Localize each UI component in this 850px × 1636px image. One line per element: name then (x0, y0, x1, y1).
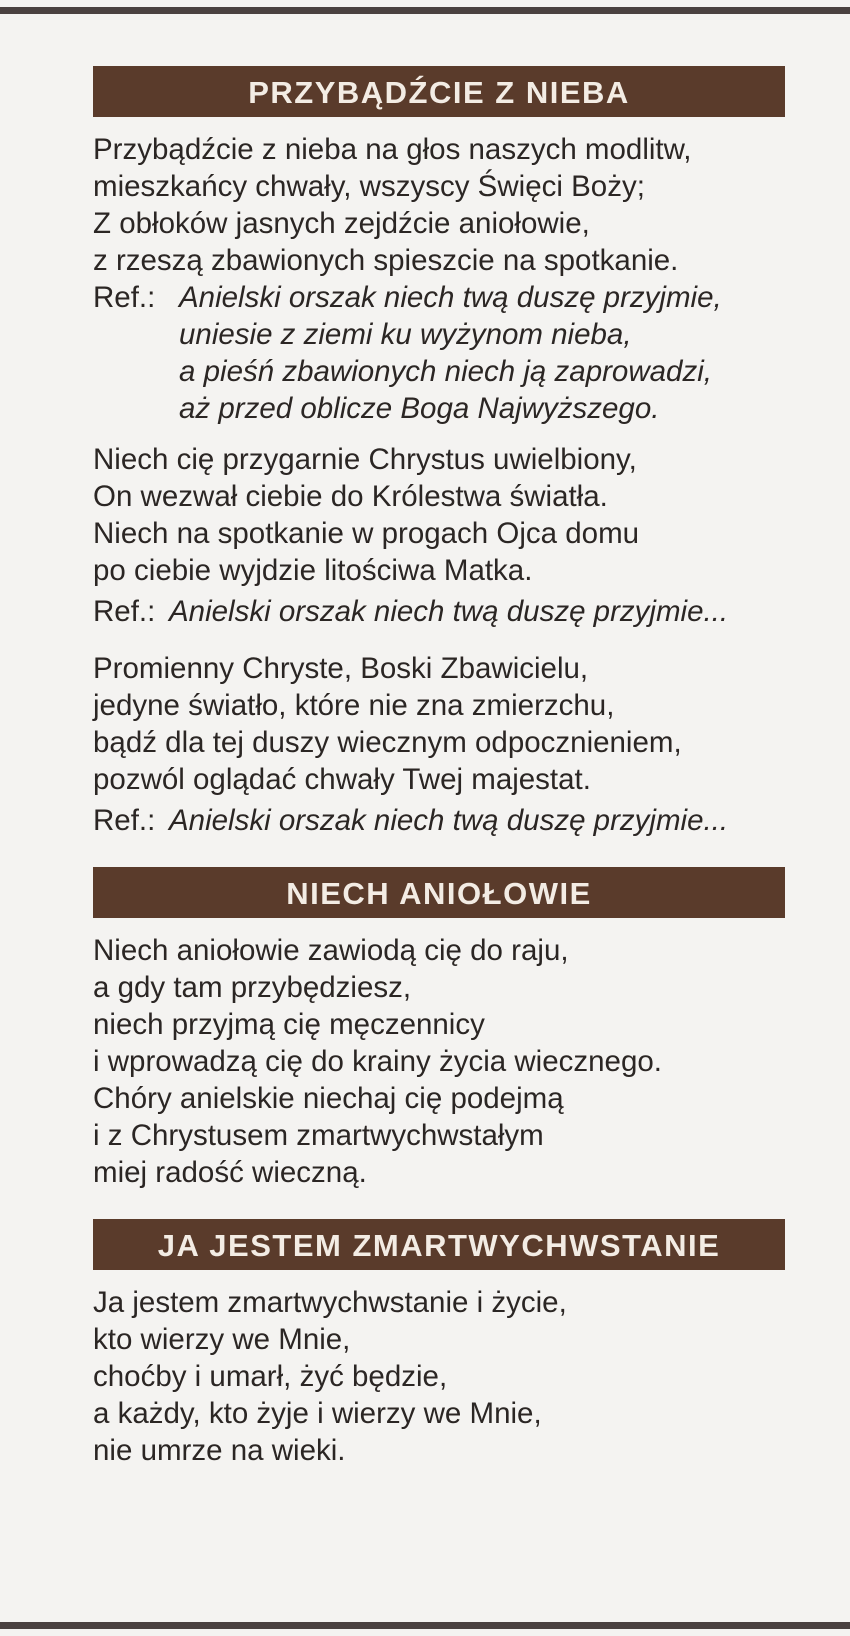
refrain-label: Ref.: (93, 804, 156, 837)
stanza-1 (93, 131, 785, 279)
refrain-line: aż przed oblicze Boga Najwyższego. (179, 392, 660, 425)
verse-line: Niech aniołowie zawiodą cię do raju, (93, 934, 569, 967)
refrain-short (93, 593, 785, 630)
stanza-2 (93, 441, 785, 589)
verse-line: miej radość wieczną. (93, 1156, 367, 1189)
verse-line: mieszkańcy chwały, wszyscy Święci Boży; (93, 170, 645, 203)
verse-line: z rzeszą zbawionych spieszcie na spotkanie. (93, 244, 679, 277)
top-rule (0, 7, 850, 14)
refrain-short (93, 802, 785, 839)
verse-line: kto wierzy we Mnie, (93, 1323, 351, 1356)
verse-line: Z obłoków jasnych zejdźcie aniołowie, (93, 207, 590, 240)
refrain-line: a pieśń zbawionych niech ją zaprowadzi, (179, 355, 712, 388)
prayer-card (93, 66, 785, 1469)
bottom-rule (0, 1622, 850, 1629)
heading-przybadzcie: PRZYBĄDŹCIE Z NIEBA (93, 66, 785, 117)
verse-line: Niech na spotkanie w progach Ojca domu (93, 517, 640, 550)
verse-line: Chóry anielskie niechaj cię podejmą (93, 1082, 564, 1115)
prayer-niech-aniolowie (93, 932, 785, 1191)
refrain-label: Ref.: (93, 595, 156, 628)
refrain-line: uniesie z ziemi ku wyżynom nieba, (179, 318, 632, 351)
verse-line: niech przyjmą cię męczennicy (93, 1008, 485, 1041)
stanza-3 (93, 650, 785, 798)
verse-line: i z Chrystusem zmartwychwstałym (93, 1119, 544, 1152)
refrain-short-text: Anielski orszak niech twą duszę przyjmie... (169, 595, 729, 628)
verse-line: pozwól oglądać chwały Twej majestat. (93, 763, 591, 796)
verse-line: Niech cię przygarnie Chrystus uwielbiony, (93, 443, 637, 476)
refrain-line: Anielski orszak niech twą duszę przyjmie, (179, 281, 722, 314)
verse-line: a każdy, kto żyje i wierzy we Mnie, (93, 1397, 542, 1430)
verse-line: Przybądźcie z nieba na głos naszych modlitw, (93, 133, 692, 166)
refrain-label: Ref.: (93, 281, 156, 314)
heading-ja-jestem: JA JESTEM ZMARTWYCHWSTANIE (93, 1219, 785, 1270)
verse-line: Ja jestem zmartwychwstanie i życie, (93, 1286, 567, 1319)
verse-line: a gdy tam przybędziesz, (93, 971, 412, 1004)
refrain-short-text: Anielski orszak niech twą duszę przyjmie... (169, 804, 729, 837)
verse-line: On wezwał ciebie do Królestwa światła. (93, 480, 608, 513)
verse-line: i wprowadzą cię do krainy życia wiecznego. (93, 1045, 662, 1078)
refrain-full (93, 279, 785, 427)
verse-line: bądź dla tej duszy wiecznym odpocznieniem, (93, 726, 682, 759)
verse-line: po ciebie wyjdzie litościwa Matka. (93, 554, 533, 587)
prayer-ja-jestem (93, 1284, 785, 1469)
verse-line: choćby i umarł, żyć będzie, (93, 1360, 448, 1393)
verse-line: jedyne światło, które nie zna zmierzchu, (93, 689, 615, 722)
heading-niech-aniolowie: NIECH ANIOŁOWIE (93, 867, 785, 918)
verse-line: nie umrze na wieki. (93, 1434, 346, 1467)
verse-line: Promienny Chryste, Boski Zbawicielu, (93, 652, 589, 685)
